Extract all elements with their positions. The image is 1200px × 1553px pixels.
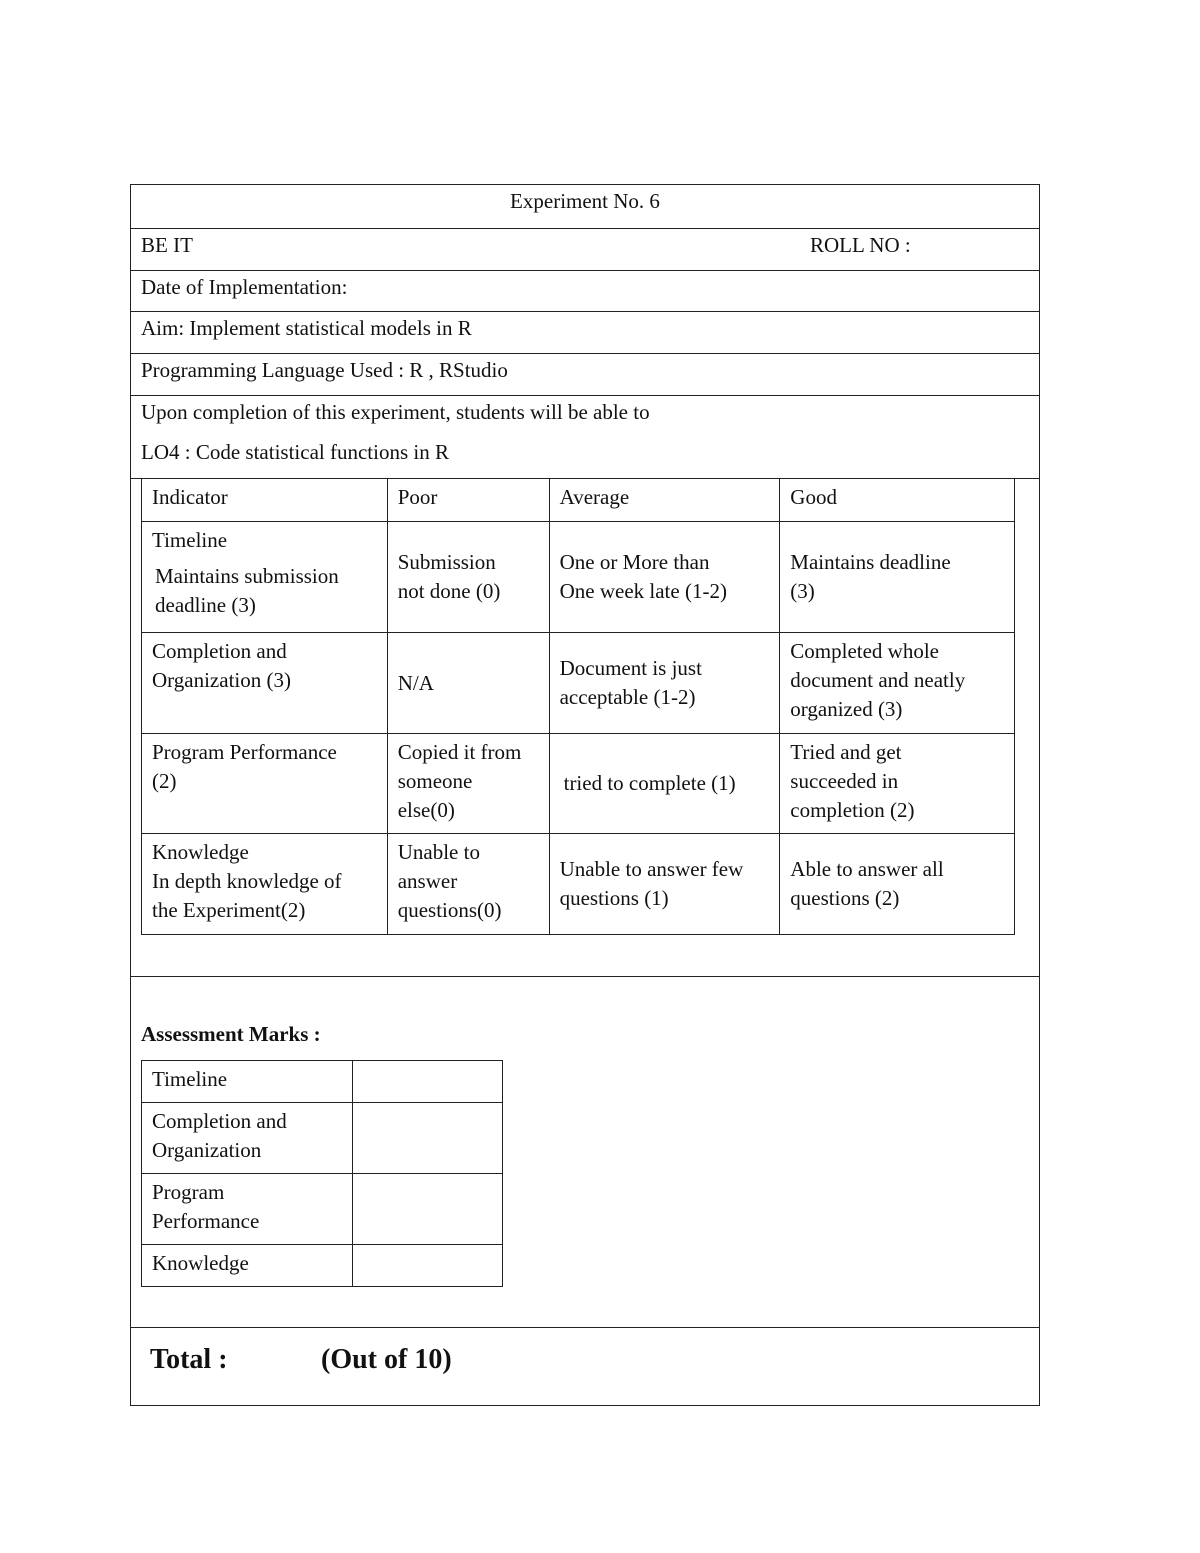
experiment-title: Experiment No. 6 [510, 189, 660, 213]
indicator-cell: Completion and Organization (3) [142, 633, 388, 734]
date-label: Date of Implementation: [141, 275, 348, 299]
rubric-header-cell: Indicator [142, 479, 388, 522]
assessment-row [142, 1245, 503, 1287]
rubric-row-performance [142, 734, 1015, 834]
poor-cell: Submission not done (0) [387, 522, 549, 633]
total-divider [131, 1327, 1039, 1328]
rubric-header-cell: Good [780, 479, 1015, 522]
title-row [131, 185, 1039, 229]
experiment-form [130, 184, 1040, 1406]
rubric-header-cell: Average [549, 479, 780, 522]
rubric-row-timeline [142, 522, 1015, 633]
average-cell: Document is just acceptable (1-2) [549, 633, 780, 734]
good-cell: Completed whole document and neatly organized (3) [780, 633, 1015, 734]
rubric-header-cell: Poor [387, 479, 549, 522]
outcome-text: LO4 : Code statistical functions in R [141, 440, 449, 464]
assessment-label-cell: Program Performance [142, 1174, 353, 1245]
assessment-label-cell: Timeline [142, 1061, 353, 1103]
marks-entry-cell[interactable] [352, 1061, 502, 1103]
marks-entry-cell[interactable] [352, 1103, 502, 1174]
assessment-title: Assessment Marks : [141, 1022, 321, 1046]
average-cell: Unable to answer few questions (1) [549, 834, 780, 935]
assessment-row [142, 1103, 503, 1174]
marks-entry-cell[interactable] [352, 1174, 502, 1245]
average-cell: tried to complete (1) [549, 734, 780, 834]
assessment-table [141, 1060, 503, 1287]
outcome-row [131, 396, 1039, 479]
poor-cell: Copied it from someone else(0) [387, 734, 549, 834]
indicator-cell: Program Performance (2) [142, 734, 388, 834]
language-row [131, 354, 1039, 396]
marks-entry-cell[interactable] [352, 1245, 502, 1287]
average-cell: One or More than One week late (1-2) [549, 522, 780, 633]
rubric-header-row [142, 479, 1015, 522]
good-cell: Able to answer all questions (2) [780, 834, 1015, 935]
poor-cell: N/A [387, 633, 549, 734]
total-label: Total : [150, 1344, 228, 1375]
aim-text: Aim: Implement statistical models in R [141, 316, 472, 340]
good-cell: Maintains deadline (3) [780, 522, 1015, 633]
total-out-of: (Out of 10) [321, 1344, 452, 1375]
indicator-cell: Timeline Maintains submission deadline (3) [142, 522, 388, 633]
good-cell: Tried and get succeeded in completion (2) [780, 734, 1015, 834]
date-row [131, 271, 1039, 312]
assessment-row [142, 1061, 503, 1103]
language-text: Programming Language Used : R , RStudio [141, 358, 508, 382]
roll-no-label: ROLL NO : [810, 233, 911, 257]
assessment-row [142, 1174, 503, 1245]
outcome-intro: Upon completion of this experiment, students will be able to [141, 400, 650, 424]
assessment-label-cell: Knowledge [142, 1245, 353, 1287]
rubric-table [141, 478, 1015, 935]
indicator-cell: Knowledge In depth knowledge of the Experiment(2) [142, 834, 388, 935]
assessment-label-cell: Completion and Organization [142, 1103, 353, 1174]
rubric-row-knowledge [142, 834, 1015, 935]
rubric-row-completion [142, 633, 1015, 734]
rubric-bottom-divider [131, 935, 1039, 977]
class-label: BE IT [141, 233, 193, 257]
poor-cell: Unable to answer questions(0) [387, 834, 549, 935]
aim-row [131, 312, 1039, 354]
class-roll-row [131, 229, 1039, 271]
